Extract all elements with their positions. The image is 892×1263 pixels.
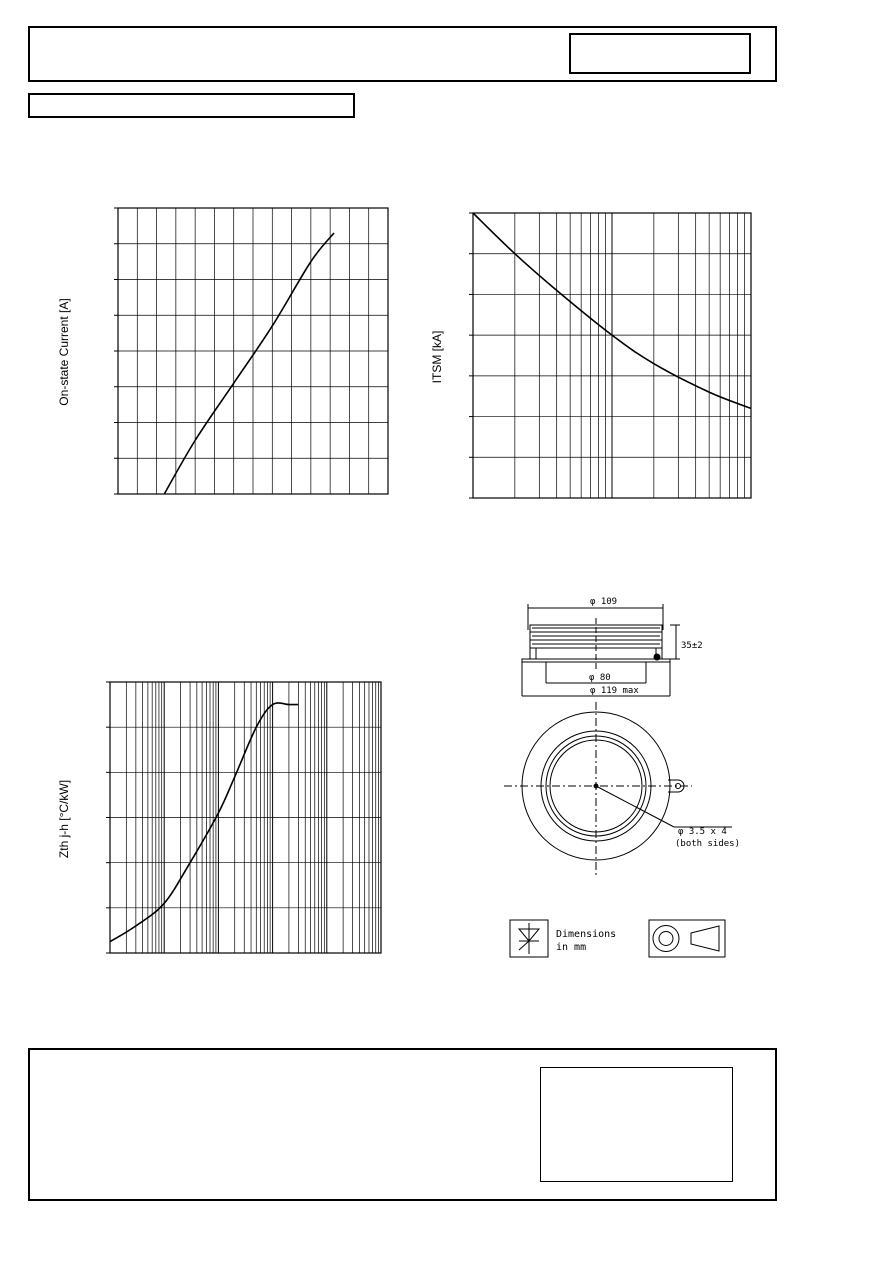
part-number-box [569,33,751,74]
chart3-grid [106,682,381,953]
dimensions-label-2: in mm [556,942,587,953]
footer-inner-box [540,1067,733,1182]
dim-119-label: φ 119 max [590,686,639,696]
chart2-grid [469,213,751,498]
dim-hole-label: φ 3.5 x 4 [678,827,727,837]
package-drawing [500,590,760,970]
dim-35-label: 35±2 [681,641,703,651]
dim-109-label: φ 109 [590,597,618,607]
chart2-ylabel: ITSM [kA] [430,330,444,384]
chart-on-state-current [118,208,388,494]
package-symbol-box [649,920,725,957]
chart1-series-0-line [164,233,334,494]
chart1-ylabel: On-state Current [A] [57,298,71,406]
dim-hole-note: (both sides) [675,839,741,849]
dim-80-label: φ 80 [589,673,611,683]
dimensions-label-1: Dimensions [556,929,617,940]
chart-zth [110,682,381,953]
chart1-grid [114,208,388,494]
subtitle-box [28,93,355,118]
chart-itsm [473,213,751,498]
chart3-ylabel: Zth j-h [°C/kW] [57,779,71,859]
